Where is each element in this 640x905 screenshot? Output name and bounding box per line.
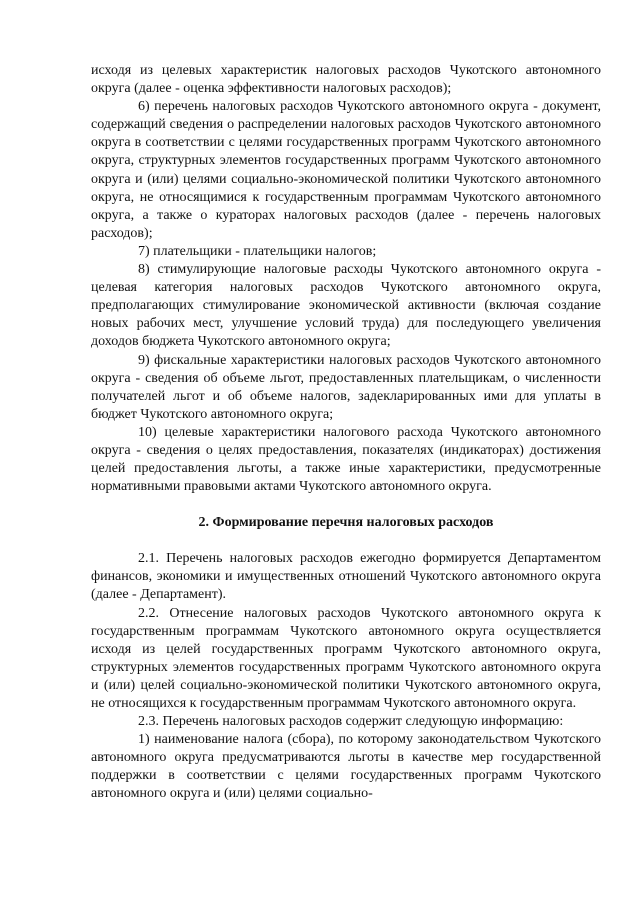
paragraph-2-3: 2.3. Перечень налоговых расходов содержит следующую информацию: (138, 714, 564, 730)
paragraph-2-3-item-1: 1) наименование налога (сбора), по которому законодательством Чукотского автономного округа предусматриваются льготы в качестве мер государственной поддержки в соответствии с целями государственных программ Чукотского автономного округа и (или) целями социально- (91, 732, 601, 802)
paragraph-item-9: 9) фискальные характеристики налоговых расходов Чукотского автономного округа - сведения об объеме льгот, предоставленных плательщикам, о численности получателей льгот и об объеме налогов, задекларированных ими для уплаты в бюджет Чукотского автономного округа; (91, 352, 601, 422)
section-heading: 2. Формирование перечня налоговых расходов (198, 515, 494, 531)
paragraph-2-1: 2.1. Перечень налоговых расходов ежегодно формируется Департаментом финансов, экономики и имущественных отношений Чукотского автономного округа (далее - Департамент). (91, 551, 601, 603)
paragraph-item-7: 7) плательщики - плательщики налогов; (138, 243, 377, 259)
paragraph-2-2: 2.2. Отнесение налоговых расходов Чукотского автономного округа к государственным программам Чукотского автономного округа осуществляется исходя из целей государственных программ Чукотского автономного округа, структурных элементов государственных программ Чукотского автономного округа и (или) целей социально-экономической политики Чукотского автономного округа, не относящихся к государственным программам Чукотского автономного округа. (91, 605, 601, 711)
paragraph-intro: исходя из целевых характеристик налоговых расходов Чукотского автономного округа (далее - оценка эффективности налоговых расходов); (91, 63, 601, 97)
paragraph-item-6: 6) перечень налоговых расходов Чукотского автономного округа - документ, содержащий сведения о распределении налоговых расходов Чукотского автономного округа в соответствии с целями государственных программ Чукотского автономного округа, структурных элементов государственных программ Чукотского автономного округа и (или) целями социально-экономической политики Чукотского автономного округа, не относящимися к государственным программам Чукотского автономного округа, а также о кураторах налоговых расходов (далее - перечень налоговых расходов); (91, 99, 601, 241)
paragraph-item-8: 8) стимулирующие налоговые расходы Чукотского автономного округа - целевая категория налоговых расходов Чукотского автономного округа, предполагающих стимулирование экономической активности (включая создание новых рабочих мест, улучшение условий труда) для последующего увеличения доходов бюджета Чукотского автономного округа; (91, 262, 601, 350)
document-page (91, 62, 601, 804)
paragraph-item-10: 10) целевые характеристики налогового расхода Чукотского автономного округа - сведения о целях предоставления, показателях (индикаторах) достижения целей предоставления льготы, а также иные характеристики, предусмотренные нормативными правовыми актами Чукотского автономного округа. (91, 424, 601, 495)
